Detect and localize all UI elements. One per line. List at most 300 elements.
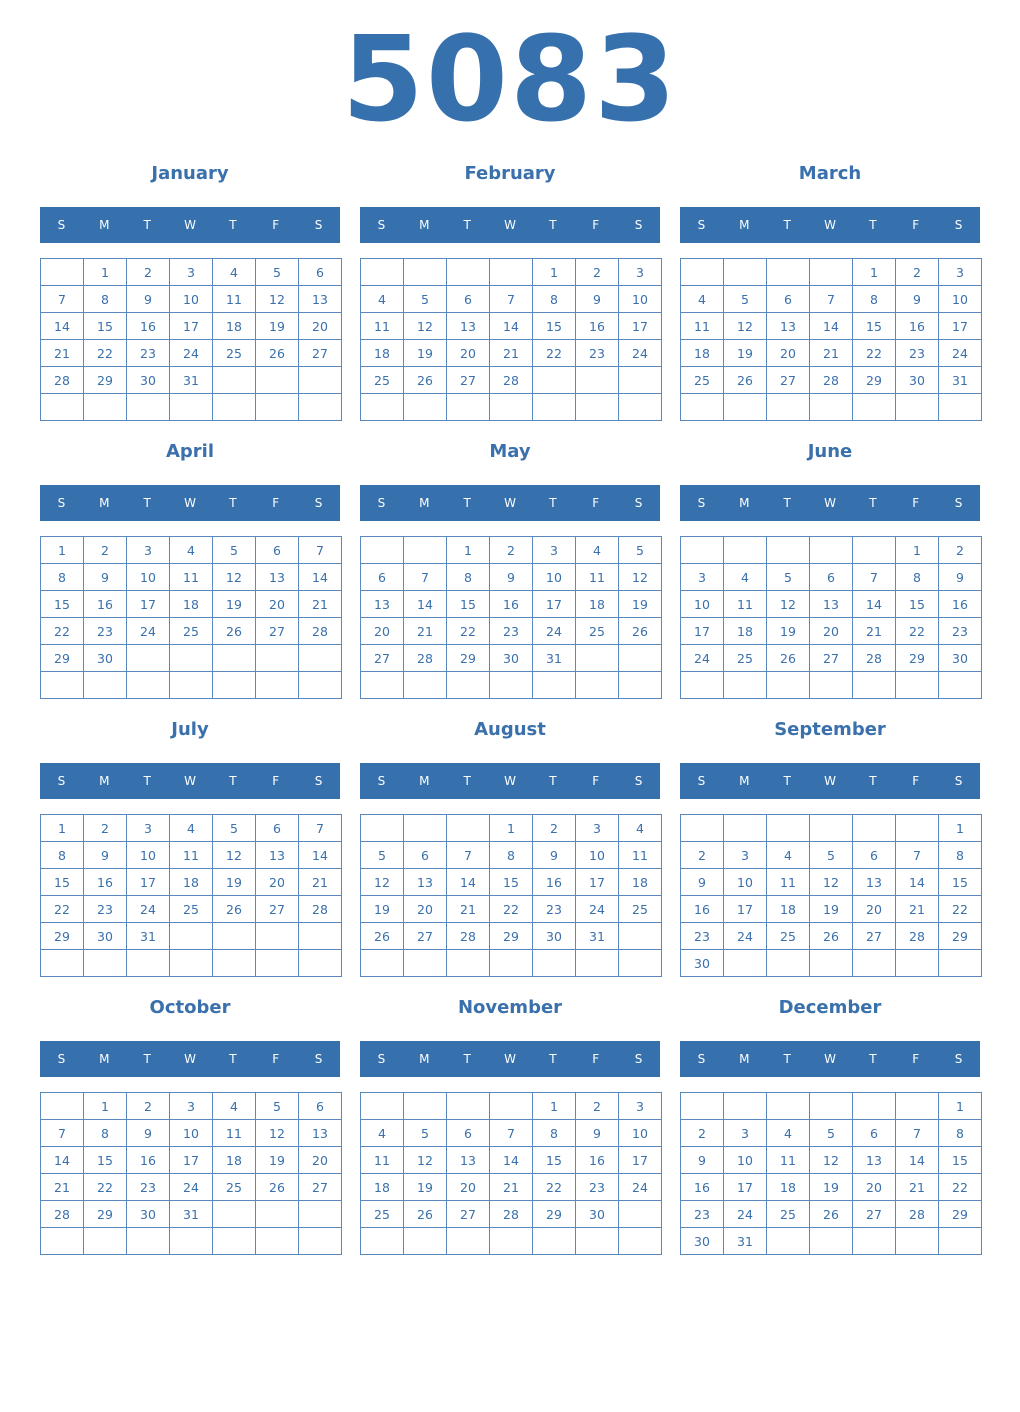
day-cell: 15 — [939, 869, 982, 896]
day-cell: 11 — [213, 286, 256, 313]
day-cell: 18 — [361, 340, 404, 367]
day-cell: 25 — [619, 896, 662, 923]
day-cell — [767, 815, 810, 842]
day-cell: 7 — [896, 1120, 939, 1147]
day-cell: 8 — [84, 286, 127, 313]
day-cell: 2 — [576, 259, 619, 286]
day-cell: 20 — [853, 896, 896, 923]
day-cell — [724, 259, 767, 286]
day-cell: 15 — [41, 591, 84, 618]
day-cell — [767, 259, 810, 286]
week-row — [361, 394, 662, 421]
day-cell: 30 — [127, 1201, 170, 1228]
month-name: March — [798, 163, 862, 184]
day-cell — [299, 367, 342, 394]
day-cell: 2 — [127, 1093, 170, 1120]
week-row — [681, 367, 982, 394]
day-cell — [256, 394, 299, 421]
day-cell: 15 — [447, 591, 490, 618]
day-cell: 24 — [724, 923, 767, 950]
week-row — [361, 869, 662, 896]
day-cell — [939, 672, 982, 699]
day-cell: 22 — [533, 340, 576, 367]
weekday-label: W — [824, 218, 836, 232]
day-cell — [447, 394, 490, 421]
day-cell: 28 — [299, 896, 342, 923]
weekday-label: F — [912, 496, 920, 510]
day-cell: 30 — [84, 923, 127, 950]
weekday-label: T — [229, 1052, 237, 1066]
weekday-label: T — [143, 496, 151, 510]
day-cell — [896, 672, 939, 699]
day-cell: 11 — [361, 1147, 404, 1174]
day-cell: 6 — [256, 815, 299, 842]
week-row — [681, 869, 982, 896]
week-row — [681, 286, 982, 313]
day-cell: 16 — [127, 313, 170, 340]
day-cell: 13 — [447, 313, 490, 340]
week-row — [361, 923, 662, 950]
day-cell: 4 — [361, 286, 404, 313]
weekday-label: T — [549, 218, 557, 232]
day-cell: 13 — [853, 869, 896, 896]
day-cell — [256, 367, 299, 394]
day-cell: 2 — [490, 537, 533, 564]
month-name: January — [151, 163, 229, 184]
day-cell — [213, 645, 256, 672]
day-cell: 6 — [810, 564, 853, 591]
day-cell — [41, 672, 84, 699]
month-name: June — [807, 441, 853, 462]
week-row — [361, 259, 662, 286]
week-row — [361, 618, 662, 645]
day-cell: 26 — [213, 896, 256, 923]
day-cell: 29 — [853, 367, 896, 394]
week-row — [41, 286, 342, 313]
day-cell: 22 — [533, 1174, 576, 1201]
day-cell: 10 — [681, 591, 724, 618]
day-cell — [84, 950, 127, 977]
day-cell: 30 — [896, 367, 939, 394]
day-cell — [213, 923, 256, 950]
day-cell — [896, 394, 939, 421]
weekday-label: S — [377, 774, 386, 788]
weekday-label: W — [504, 1052, 516, 1066]
day-cell: 22 — [490, 896, 533, 923]
day-cell: 28 — [41, 1201, 84, 1228]
day-cell — [84, 672, 127, 699]
day-cell — [127, 672, 170, 699]
weekday-header — [40, 1041, 340, 1077]
day-cell — [619, 1228, 662, 1255]
day-cell — [576, 950, 619, 977]
day-cell: 11 — [213, 1120, 256, 1147]
day-cell: 5 — [361, 842, 404, 869]
day-cell: 17 — [724, 896, 767, 923]
day-cell — [767, 537, 810, 564]
weekday-label: F — [912, 1052, 920, 1066]
day-cell — [681, 815, 724, 842]
weekday-label: S — [634, 496, 643, 510]
day-cell: 17 — [619, 313, 662, 340]
day-cell: 17 — [127, 591, 170, 618]
day-cell: 8 — [447, 564, 490, 591]
day-cell: 2 — [681, 842, 724, 869]
weekday-label: S — [697, 1052, 706, 1066]
day-cell: 26 — [256, 1174, 299, 1201]
weekday-label: S — [57, 1052, 66, 1066]
weekday-label: M — [419, 496, 430, 510]
day-cell — [724, 815, 767, 842]
day-cell — [256, 950, 299, 977]
day-cell: 3 — [127, 537, 170, 564]
weekday-header — [680, 485, 980, 521]
day-cell — [681, 1093, 724, 1120]
day-cell — [533, 950, 576, 977]
day-cell: 2 — [896, 259, 939, 286]
day-cell: 16 — [127, 1147, 170, 1174]
week-row — [41, 591, 342, 618]
day-cell: 31 — [170, 1201, 213, 1228]
weekday-label: S — [634, 774, 643, 788]
week-row — [681, 1093, 982, 1120]
weekday-header — [360, 207, 660, 243]
day-cell: 2 — [84, 815, 127, 842]
day-cell: 9 — [533, 842, 576, 869]
day-cell: 7 — [41, 286, 84, 313]
weekday-label: T — [783, 774, 791, 788]
day-grid — [40, 1092, 342, 1255]
weekday-label: T — [549, 1052, 557, 1066]
day-cell — [256, 1228, 299, 1255]
weekday-label: F — [912, 218, 920, 232]
week-row — [361, 564, 662, 591]
day-cell: 13 — [299, 286, 342, 313]
day-cell: 9 — [127, 286, 170, 313]
day-cell: 29 — [84, 367, 127, 394]
day-cell: 13 — [299, 1120, 342, 1147]
weekday-label: M — [99, 774, 110, 788]
weekday-label: T — [143, 1052, 151, 1066]
day-cell: 20 — [361, 618, 404, 645]
day-cell: 26 — [619, 618, 662, 645]
day-cell — [576, 367, 619, 394]
weekday-label: S — [697, 774, 706, 788]
day-cell: 5 — [213, 815, 256, 842]
day-cell: 27 — [256, 896, 299, 923]
day-cell — [490, 1093, 533, 1120]
day-cell: 9 — [84, 842, 127, 869]
day-cell — [619, 672, 662, 699]
day-cell: 11 — [681, 313, 724, 340]
day-cell: 24 — [724, 1201, 767, 1228]
day-cell — [361, 672, 404, 699]
day-cell: 5 — [256, 1093, 299, 1120]
day-cell: 27 — [361, 645, 404, 672]
day-cell: 1 — [447, 537, 490, 564]
week-row — [41, 1228, 342, 1255]
day-cell: 14 — [810, 313, 853, 340]
day-cell: 19 — [404, 340, 447, 367]
day-cell: 10 — [127, 842, 170, 869]
day-cell: 21 — [896, 896, 939, 923]
month-name: December — [778, 997, 882, 1018]
day-cell: 19 — [256, 1147, 299, 1174]
day-cell: 3 — [619, 259, 662, 286]
week-row — [41, 672, 342, 699]
day-cell — [810, 950, 853, 977]
day-cell: 26 — [256, 340, 299, 367]
day-cell: 6 — [447, 1120, 490, 1147]
day-cell: 13 — [361, 591, 404, 618]
month-name: April — [165, 441, 215, 462]
weekday-label: M — [739, 1052, 750, 1066]
week-row — [681, 313, 982, 340]
day-cell: 8 — [41, 842, 84, 869]
day-cell: 23 — [939, 618, 982, 645]
weekday-label: M — [419, 218, 430, 232]
day-cell: 3 — [724, 1120, 767, 1147]
day-cell: 12 — [767, 591, 810, 618]
day-cell — [299, 672, 342, 699]
weekday-label: T — [229, 496, 237, 510]
day-cell: 25 — [681, 367, 724, 394]
day-cell: 3 — [533, 537, 576, 564]
day-cell: 19 — [619, 591, 662, 618]
day-cell: 7 — [299, 537, 342, 564]
day-cell: 1 — [84, 1093, 127, 1120]
day-cell: 26 — [213, 618, 256, 645]
day-cell: 13 — [767, 313, 810, 340]
day-cell: 24 — [127, 618, 170, 645]
weekday-label: S — [314, 496, 323, 510]
day-cell: 4 — [170, 815, 213, 842]
day-cell: 6 — [299, 259, 342, 286]
week-row — [681, 1120, 982, 1147]
day-cell: 2 — [127, 259, 170, 286]
week-row — [41, 842, 342, 869]
day-cell: 10 — [939, 286, 982, 313]
weekday-label: M — [419, 1052, 430, 1066]
day-cell: 4 — [681, 286, 724, 313]
day-cell — [681, 672, 724, 699]
weekday-label: W — [184, 218, 196, 232]
day-cell: 10 — [533, 564, 576, 591]
day-cell — [896, 1093, 939, 1120]
weekday-label: S — [314, 774, 323, 788]
day-cell: 15 — [896, 591, 939, 618]
weekday-label: W — [184, 1052, 196, 1066]
day-cell: 21 — [853, 618, 896, 645]
day-cell: 24 — [619, 1174, 662, 1201]
day-cell: 23 — [533, 896, 576, 923]
day-grid — [680, 814, 982, 977]
day-cell: 2 — [533, 815, 576, 842]
week-row — [41, 1093, 342, 1120]
day-cell — [619, 394, 662, 421]
weekday-label: M — [419, 774, 430, 788]
day-cell: 25 — [767, 923, 810, 950]
day-cell: 16 — [490, 591, 533, 618]
week-row — [361, 1201, 662, 1228]
day-cell: 27 — [404, 923, 447, 950]
day-cell: 21 — [896, 1174, 939, 1201]
weekday-label: S — [57, 496, 66, 510]
day-cell: 18 — [361, 1174, 404, 1201]
day-cell — [256, 672, 299, 699]
day-cell: 7 — [896, 842, 939, 869]
day-cell: 10 — [724, 869, 767, 896]
day-cell: 31 — [939, 367, 982, 394]
week-row — [681, 923, 982, 950]
day-cell — [853, 815, 896, 842]
day-cell — [810, 672, 853, 699]
day-cell: 17 — [170, 1147, 213, 1174]
day-cell: 13 — [256, 842, 299, 869]
day-cell — [533, 1228, 576, 1255]
weekday-label: T — [549, 496, 557, 510]
day-cell — [170, 645, 213, 672]
day-grid — [680, 258, 982, 421]
day-cell: 1 — [939, 1093, 982, 1120]
day-cell: 30 — [533, 923, 576, 950]
day-cell — [533, 367, 576, 394]
day-cell — [361, 1228, 404, 1255]
week-row — [361, 1228, 662, 1255]
day-cell — [576, 394, 619, 421]
day-cell — [299, 394, 342, 421]
day-cell — [724, 950, 767, 977]
day-cell: 18 — [576, 591, 619, 618]
day-cell — [404, 1228, 447, 1255]
weekday-label: F — [272, 774, 280, 788]
day-cell — [361, 815, 404, 842]
day-cell: 16 — [681, 1174, 724, 1201]
day-cell: 8 — [84, 1120, 127, 1147]
day-cell — [361, 537, 404, 564]
weekday-header — [680, 207, 980, 243]
week-row — [681, 1147, 982, 1174]
week-row — [361, 950, 662, 977]
weekday-label: M — [739, 496, 750, 510]
week-row — [361, 1174, 662, 1201]
day-cell — [619, 645, 662, 672]
day-cell — [724, 537, 767, 564]
day-cell: 19 — [256, 313, 299, 340]
day-cell: 9 — [490, 564, 533, 591]
day-cell: 19 — [404, 1174, 447, 1201]
day-cell: 23 — [681, 923, 724, 950]
day-cell: 25 — [767, 1201, 810, 1228]
year-title: 5083 — [341, 10, 679, 148]
weekday-label: W — [184, 496, 196, 510]
day-cell: 28 — [853, 645, 896, 672]
day-cell: 5 — [810, 842, 853, 869]
day-grid — [360, 536, 662, 699]
week-row — [41, 618, 342, 645]
day-cell — [213, 367, 256, 394]
day-cell: 24 — [170, 1174, 213, 1201]
day-cell: 13 — [447, 1147, 490, 1174]
weekday-label: F — [272, 218, 280, 232]
day-cell — [576, 1228, 619, 1255]
day-cell — [767, 1093, 810, 1120]
day-cell: 21 — [447, 896, 490, 923]
day-cell: 30 — [490, 645, 533, 672]
day-cell — [404, 1093, 447, 1120]
day-cell — [299, 950, 342, 977]
day-cell: 9 — [84, 564, 127, 591]
day-cell: 16 — [533, 869, 576, 896]
week-row — [361, 645, 662, 672]
weekday-label: W — [504, 496, 516, 510]
day-cell: 12 — [256, 286, 299, 313]
day-cell — [299, 1201, 342, 1228]
week-row — [41, 394, 342, 421]
day-cell: 21 — [41, 340, 84, 367]
month-name: February — [464, 163, 556, 184]
day-cell: 22 — [447, 618, 490, 645]
weekday-label: T — [783, 218, 791, 232]
day-cell — [213, 950, 256, 977]
day-cell: 4 — [213, 1093, 256, 1120]
day-cell: 1 — [41, 815, 84, 842]
day-cell: 14 — [896, 869, 939, 896]
day-grid — [360, 814, 662, 977]
day-cell — [41, 394, 84, 421]
day-cell: 5 — [810, 1120, 853, 1147]
week-row — [41, 259, 342, 286]
day-cell: 20 — [767, 340, 810, 367]
day-cell: 31 — [127, 923, 170, 950]
weekday-label: S — [954, 218, 963, 232]
week-row — [681, 618, 982, 645]
day-cell: 8 — [939, 842, 982, 869]
day-cell: 26 — [810, 1201, 853, 1228]
weekday-label: M — [99, 1052, 110, 1066]
weekday-label: W — [824, 1052, 836, 1066]
day-cell: 31 — [533, 645, 576, 672]
month-name: August — [474, 719, 546, 740]
day-cell: 27 — [447, 1201, 490, 1228]
week-row — [41, 1201, 342, 1228]
day-cell: 17 — [939, 313, 982, 340]
day-grid — [360, 1092, 662, 1255]
week-row — [41, 645, 342, 672]
day-cell: 3 — [127, 815, 170, 842]
week-row — [681, 564, 982, 591]
day-cell: 29 — [490, 923, 533, 950]
day-cell: 26 — [767, 645, 810, 672]
day-cell: 20 — [256, 591, 299, 618]
day-cell — [810, 815, 853, 842]
day-cell: 25 — [213, 340, 256, 367]
day-grid — [360, 258, 662, 421]
day-cell: 4 — [361, 1120, 404, 1147]
day-cell: 20 — [447, 1174, 490, 1201]
day-cell: 22 — [84, 340, 127, 367]
day-cell: 10 — [619, 1120, 662, 1147]
day-cell: 12 — [810, 869, 853, 896]
day-cell: 22 — [84, 1174, 127, 1201]
day-cell: 26 — [404, 1201, 447, 1228]
day-cell: 1 — [490, 815, 533, 842]
week-row — [41, 1147, 342, 1174]
day-cell — [619, 923, 662, 950]
day-cell: 12 — [619, 564, 662, 591]
day-cell: 3 — [724, 842, 767, 869]
week-row — [681, 591, 982, 618]
